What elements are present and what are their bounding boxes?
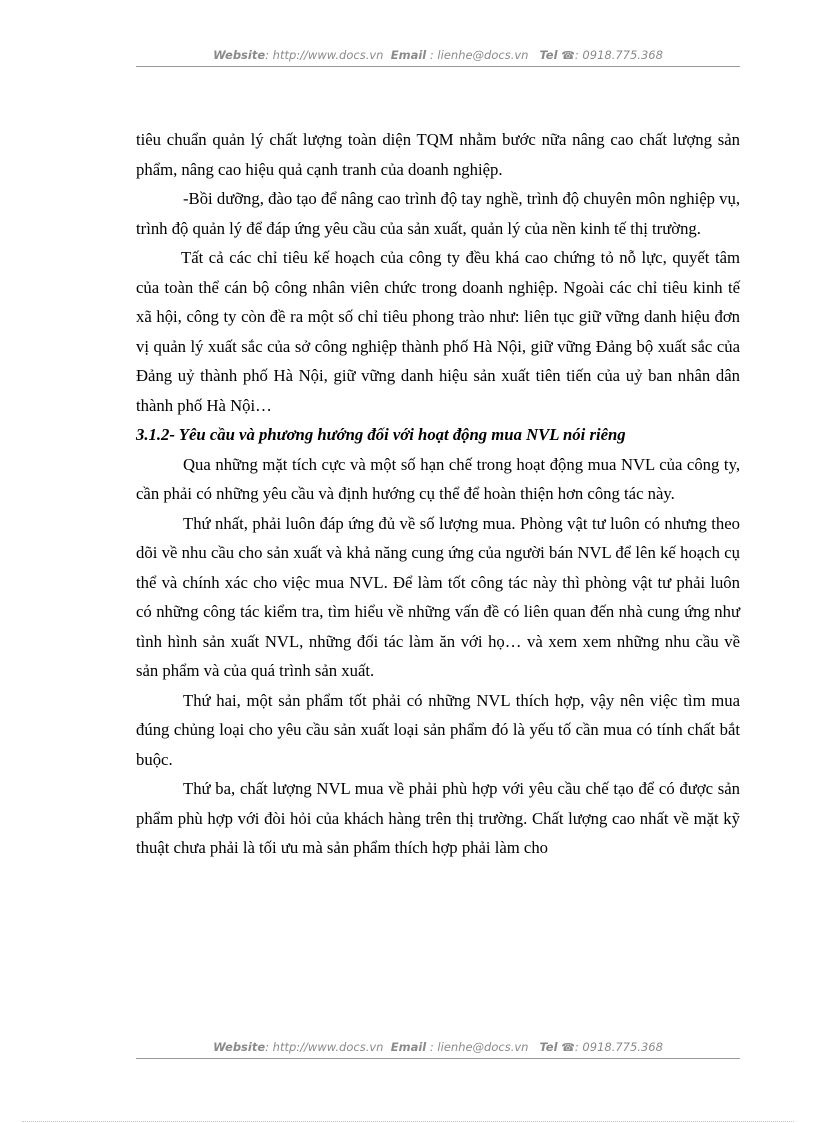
page-header (136, 48, 740, 62)
paragraph: Tất cả các chỉ tiêu kế hoạch của công ty đều khá cao chứng tỏ nỗ lực, quyết tâm của toàn thể cán bộ công nhân viên chức trong doanh nghiệp. Ngoài các chỉ tiêu kinh tế xã hội, công ty còn đề ra một số chỉ tiêu phong trào như: liên tục giữ vững danh hiệu đơn vị quản lý xuất sắc của sở công nghiệp thành phố Hà Nội, giữ vững Đảng bộ xuất sắc của Đảng uỷ thành phố Hà Nội, giữ vững danh hiệu sản xuất tiên tiến của uỷ ban nhân dân thành phố Hà Nội… (136, 248, 740, 415)
paragraph: Thứ hai, một sản phẩm tốt phải có những NVL thích hợp, vậy nên việc tìm mua đúng chủng loại cho yêu cầu sản xuất loại sản phẩm đó là yếu tố cần mua có tính chất bắt buộc. (136, 690, 740, 769)
paragraph: tiêu chuẩn quản lý chất lượng toàn diện TQM nhằm bước nữa nâng cao chất lượng sản phẩm, nâng cao hiệu quả cạnh tranh của doanh nghiệp. (136, 130, 740, 179)
telephone-icon: ☎ (561, 1041, 575, 1054)
header-email-label: Email (390, 48, 427, 62)
telephone-icon: ☎ (561, 49, 575, 62)
footer-email-value[interactable]: : lienhe@docs.vn (429, 1040, 529, 1054)
header-email-value[interactable]: : lienhe@docs.vn (429, 48, 529, 62)
footer-tel-value: : 0918.775.368 (574, 1040, 663, 1054)
header-tel-label: Tel (539, 48, 558, 62)
footer-email-label: Email (390, 1040, 427, 1054)
footer-website-label: Website (213, 1040, 266, 1054)
header-divider (136, 66, 740, 67)
header-website-value[interactable]: : http://www.docs.vn (265, 48, 384, 62)
document-body (136, 125, 740, 863)
page-bottom-border (22, 1121, 794, 1122)
paragraph: Thứ ba, chất lượng NVL mua về phải phù hợp với yêu cầu chế tạo để có được sản phẩm phù hợp với đòi hỏi của khách hàng trên thị trường. Chất lượng cao nhất về mặt kỹ thuật chưa phải là tối ưu mà sản phẩm thích hợp phải làm cho (136, 779, 740, 857)
page-footer (136, 1040, 740, 1054)
section-heading: 3.1.2- Yêu cầu và phương hướng đối với hoạt động mua NVL nói riêng (136, 425, 626, 444)
footer-divider (136, 1058, 740, 1059)
paragraph: -Bồi dưỡng, đào tạo để nâng cao trình độ tay nghề, trình độ chuyên môn nghiệp vụ, trình độ quản lý để đáp ứng yêu cầu của sản xuất, quản lý của nền kinh tế thị trường. (136, 189, 740, 238)
paragraph: Thứ nhất, phải luôn đáp ứng đủ về số lượng mua. Phòng vật tư luôn có nhưng theo dõi về nhu cầu cho sản xuất và khả năng cung ứng của người bán NVL để lên kế hoạch cụ thể và chính xác cho việc mua NVL. Để làm tốt công tác này thì phòng vật tư phải luôn có những công tác kiểm tra, tìm hiểu về những vấn đề có liên quan đến nhà cung ứng như tình hình sản xuất NVL, những đối tác làm ăn với họ… và xem xem những nhu cầu về sản phẩm và của quá trình sản xuất. (136, 513, 740, 680)
footer-tel-label: Tel (539, 1040, 558, 1054)
paragraph: Qua những mặt tích cực và một số hạn chế trong hoạt động mua NVL của công ty, cần phải có những yêu cầu và định hướng cụ thể để hoàn thiện hơn công tác này. (136, 454, 740, 503)
header-website-label: Website (213, 48, 266, 62)
header-tel-value: : 0918.775.368 (574, 48, 663, 62)
footer-website-value[interactable]: : http://www.docs.vn (265, 1040, 384, 1054)
